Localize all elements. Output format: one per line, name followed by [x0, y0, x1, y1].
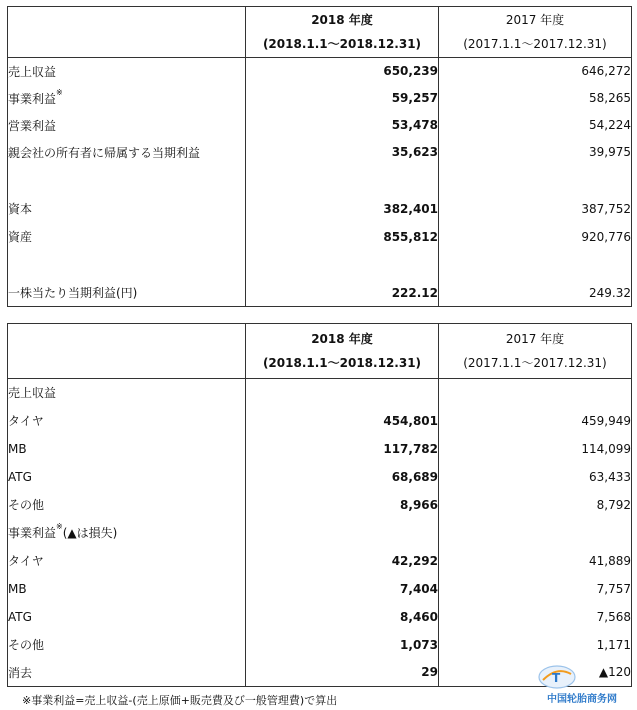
note-mark: ※: [56, 522, 63, 531]
spacer-row: [8, 251, 632, 280]
value-2017: 7,568: [439, 603, 632, 631]
table-row: [8, 407, 632, 435]
header-2017-period: (2017.1.1～2017.12.31): [463, 356, 607, 370]
row-label: MB: [8, 441, 27, 456]
row-label: 一株当たり当期利益(円): [8, 286, 138, 301]
value-2018: 53,478: [246, 112, 439, 139]
value-2017: 7,757: [439, 575, 632, 603]
segment-table-header: [8, 324, 632, 379]
value-2017: 54,224: [439, 112, 632, 139]
header-2018: [246, 7, 439, 58]
value-2018: 8,966: [246, 491, 439, 519]
table-row: [8, 139, 632, 166]
value-2017: 646,272: [439, 58, 632, 85]
row-label: その他: [8, 638, 45, 652]
row-label: 消去: [8, 665, 33, 680]
table-row: [8, 223, 632, 251]
header-2017-period: (2017.1.1～2017.12.31): [463, 37, 607, 51]
row-label: 資産: [8, 230, 33, 244]
summary-table: [7, 6, 632, 307]
table-row: [8, 603, 632, 631]
value-2018: 42,292: [246, 547, 439, 575]
footnote: ※事業利益=売上収益-(売上原価+販売費及び一般管理費)で算出: [22, 694, 338, 707]
value-2017: 1,171: [439, 631, 632, 659]
table-row: [8, 112, 632, 139]
header-2017: [439, 324, 632, 379]
value-2018: 454,801: [246, 407, 439, 435]
value-2017: 39,975: [439, 139, 632, 166]
row-label: 資本: [8, 202, 33, 216]
note-mark: ※: [56, 87, 63, 97]
table-row: [8, 491, 632, 519]
section-label: 売上収益: [8, 386, 57, 401]
value-2017: 459,949: [439, 407, 632, 435]
section-label: [8, 519, 246, 547]
value-2017: 63,433: [439, 463, 632, 491]
row-label: 親会社の所有者に帰属する当期利益: [8, 145, 201, 160]
value-2018: 650,239: [246, 58, 439, 85]
row-label: 営業利益: [8, 118, 57, 133]
value-2018: 8,460: [246, 603, 439, 631]
row-label: タイヤ: [8, 554, 44, 568]
watermark-text: 中国轮胎商务网: [547, 694, 617, 705]
table-row: [8, 463, 632, 491]
header-2018-title: 2018 年度: [311, 332, 373, 346]
tire-logo-icon: [537, 664, 577, 690]
row-label-text: 事業利益: [8, 91, 57, 106]
table-row: [8, 435, 632, 463]
value-2017: 387,752: [439, 195, 632, 223]
table-row: [8, 58, 632, 85]
value-2017: 920,776: [439, 223, 632, 251]
section-row: [8, 519, 632, 547]
value-2017: 41,889: [439, 547, 632, 575]
watermark: [533, 664, 631, 706]
segment-table: [7, 323, 632, 687]
table-row: [8, 85, 632, 112]
row-label: ATG: [8, 609, 32, 624]
header-label-cell: [8, 324, 246, 379]
header-2017: [439, 7, 632, 58]
table-row: [8, 195, 632, 223]
section-label-text: 事業利益: [8, 526, 57, 540]
value-2018: 1,073: [246, 631, 439, 659]
section-label-suffix: (▲は損失): [62, 526, 118, 540]
header-2018-period: (2018.1.1～2018.12.31): [262, 356, 422, 370]
summary-table-header: [8, 7, 632, 58]
svg-text:T: T: [552, 671, 561, 685]
value-2017: 58,265: [439, 85, 632, 112]
value-2018: 29: [246, 659, 439, 687]
value-2018: 382,401: [246, 195, 439, 223]
value-2018: 855,812: [246, 223, 439, 251]
value-2018: 59,257: [246, 85, 439, 112]
table-row: [8, 280, 632, 307]
value-2018: 222.12: [246, 280, 439, 307]
section-row: [8, 379, 632, 407]
value-2017: 249.32: [439, 280, 632, 307]
table-row: [8, 575, 632, 603]
header-2018-title: 2018 年度: [311, 13, 373, 27]
header-2018: [246, 324, 439, 379]
value-2018: 68,689: [246, 463, 439, 491]
value-2018: 35,623: [246, 139, 439, 166]
row-label: MB: [8, 581, 27, 596]
row-label: その他: [8, 498, 45, 512]
value-2018: 117,782: [246, 435, 439, 463]
header-2018-period: (2018.1.1～2018.12.31): [262, 37, 422, 51]
row-label: [8, 85, 246, 112]
value-2018: 7,404: [246, 575, 439, 603]
row-label: ATG: [8, 469, 32, 484]
table-row: [8, 631, 632, 659]
value-2017: ▲120: [439, 659, 632, 687]
header-2017-title: 2017 年度: [505, 13, 565, 27]
spacer-row: [8, 166, 632, 195]
header-2017-title: 2017 年度: [505, 332, 565, 346]
header-label-cell: [8, 7, 246, 58]
row-label: タイヤ: [8, 414, 44, 428]
value-2017: 8,792: [439, 491, 632, 519]
table-row: [8, 547, 632, 575]
value-2017: 114,099: [439, 435, 632, 463]
row-label: 売上収益: [8, 64, 57, 79]
